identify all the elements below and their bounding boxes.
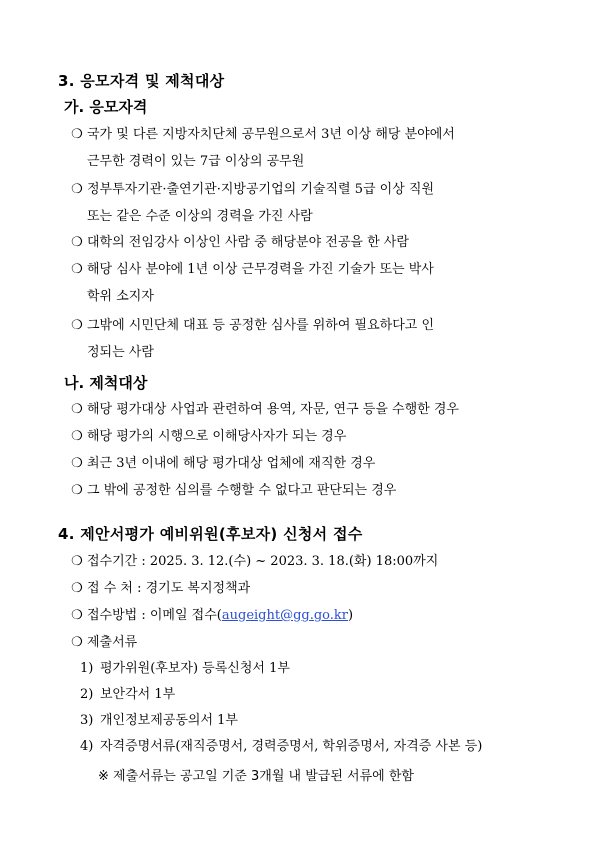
- item-text: 해당 평가대상 사업과 관련하여 용역, 자문, 연구 등을 수행한 경우: [87, 402, 459, 417]
- receipt-place: 접 수 처 : 경기도 복지정책과: [87, 581, 251, 596]
- item-text: 정부투자기관·출연기관·지방공기업의 기술직렬 5급 이상 직원: [87, 182, 435, 197]
- document-text: 자격증명서류(재직증명서, 경력증명서, 학위증명서, 자격증 사본 등): [100, 739, 483, 754]
- item-text: 대학의 전임강사 이상인 사람 중 해당분야 전공을 한 사람: [87, 235, 409, 250]
- section-3b-title: 나. 제척대상: [64, 374, 148, 392]
- bullet-icon: ❍: [71, 581, 83, 596]
- item-text: 그 밖에 공정한 심의를 수행할 수 없다고 판단되는 경우: [87, 483, 397, 498]
- item-text-continued: 정되는 사람: [87, 345, 154, 360]
- documents-note: ※ 제출서류는 공고일 기준 3개월 내 발급된 서류에 한함: [98, 769, 414, 784]
- bullet-icon: ❍: [71, 635, 83, 650]
- document-entry: [80, 708, 238, 734]
- document-text: 보안각서 1부: [100, 687, 176, 702]
- item-text: 최근 3년 이내에 해당 평가대상 업체에 재직한 경우: [87, 456, 376, 471]
- document-entry: [80, 656, 290, 682]
- item-text: 국가 및 다른 지방자치단체 공무원으로서 3년 이상 해당 분야에서: [87, 127, 455, 142]
- bullet-icon: ❍: [71, 182, 83, 197]
- receipt-period: 접수기간 : 2025. 3. 12.(수) ~ 2023. 3. 18.(화) 18:00까지: [87, 554, 439, 569]
- document-text: 개인정보제공동의서 1부: [100, 713, 238, 728]
- receipt-method-suffix: ): [348, 608, 354, 623]
- item-text: 해당 평가의 시행으로 이해당사자가 되는 경우: [87, 429, 347, 444]
- bullet-icon: ❍: [71, 554, 83, 569]
- bullet-icon: ❍: [71, 235, 83, 250]
- document-number: 3): [80, 713, 94, 728]
- document-entry: [80, 682, 175, 708]
- document-number: 2): [80, 687, 94, 702]
- bullet-icon: ❍: [71, 483, 83, 498]
- email-link[interactable]: augeight@gg.go.kr: [221, 608, 349, 623]
- item-text: 그밖에 시민단체 대표 등 공정한 심사를 위하여 필요하다고 인: [87, 318, 435, 333]
- item-text-continued: 근무한 경력이 있는 7급 이상의 공무원: [87, 154, 305, 169]
- receipt-method: [87, 602, 545, 629]
- item-text-continued: 또는 같은 수준 이상의 경력을 가진 사람: [87, 209, 313, 224]
- document-text: 평가위원(후보자) 등록신청서 1부: [100, 661, 290, 676]
- receipt-method-prefix: 접수방법 : 이메일 접수(: [87, 608, 222, 623]
- bullet-icon: ❍: [71, 127, 83, 142]
- item-text-continued: 학위 소지자: [87, 289, 154, 304]
- bullet-icon: ❍: [71, 608, 83, 623]
- section-4-title: 4. 제안서평가 예비위원(후보자) 신청서 접수: [58, 525, 363, 543]
- document-number: 1): [80, 661, 94, 676]
- bullet-icon: ❍: [71, 318, 83, 333]
- document-entry: [80, 734, 482, 760]
- bullet-icon: ❍: [71, 429, 83, 444]
- section-3-title: 3. 응모자격 및 제척대상: [58, 72, 225, 90]
- section-3a-title: 가. 응모자격: [64, 98, 148, 116]
- bullet-icon: ❍: [71, 402, 83, 417]
- bullet-icon: ❍: [71, 262, 83, 277]
- documents-title: 제출서류: [87, 635, 138, 650]
- document-number: 4): [80, 739, 94, 754]
- item-text: 해당 심사 분야에 1년 이상 근무경력을 가진 기술가 또는 박사: [87, 262, 434, 277]
- bullet-icon: ❍: [71, 456, 83, 471]
